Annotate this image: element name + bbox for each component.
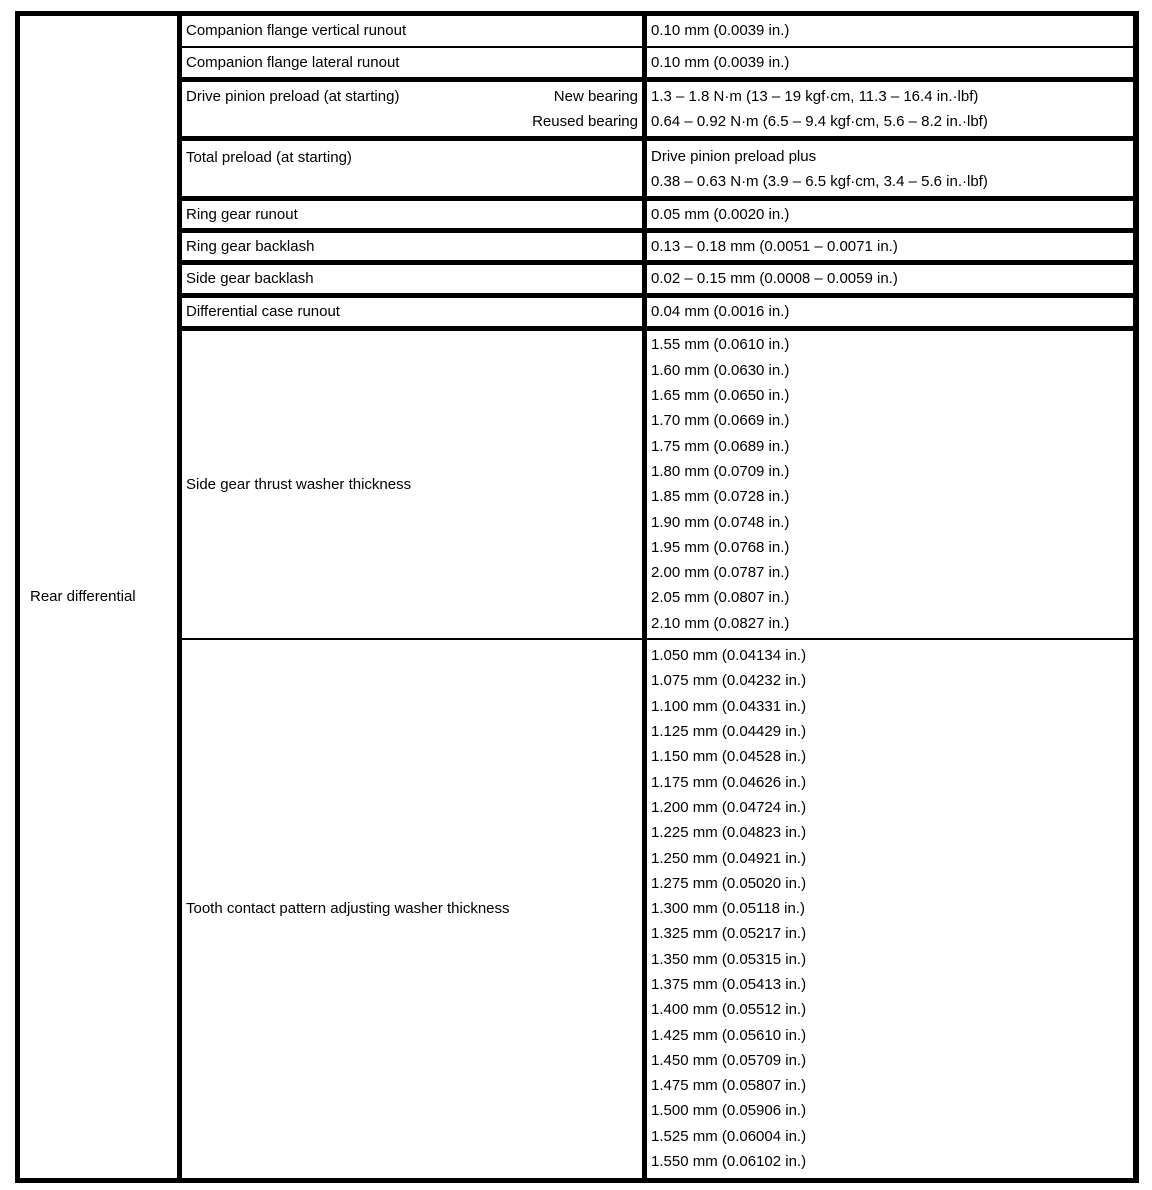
value-cell	[645, 47, 1136, 80]
item-label: Differential case runout	[186, 303, 340, 321]
value-label: 0.10 mm (0.0039 in.)	[651, 22, 790, 40]
thickness-value: 1.80 mm (0.0709 in.)	[651, 462, 790, 480]
thickness-value: 1.125 mm (0.04429 in.)	[651, 723, 807, 741]
item-cell	[180, 14, 645, 47]
thickness-value: 1.60 mm (0.0630 in.)	[651, 361, 790, 379]
value-cell	[645, 199, 1136, 231]
item-cell	[180, 263, 645, 296]
value-new-bearing: 1.3 – 1.8 N·m (13 – 19 kgf·cm, 11.3 – 16.4 in.·lbf)	[651, 88, 979, 105]
item-cell	[180, 80, 645, 139]
item-label: Ring gear backlash	[186, 237, 315, 255]
item-cell	[180, 639, 645, 1181]
value-label: 0.13 – 0.18 mm (0.0051 – 0.0071 in.)	[651, 237, 898, 255]
thickness-value: 1.225 mm (0.04823 in.)	[651, 824, 807, 842]
item-cell	[180, 139, 645, 199]
value-cell	[645, 263, 1136, 296]
thickness-value: 1.85 mm (0.0728 in.)	[651, 488, 790, 506]
value-cell	[645, 231, 1136, 263]
item-label: Side gear thrust washer thickness	[186, 475, 412, 493]
value-line: Drive pinion preload plus	[651, 147, 817, 165]
value-cell	[645, 80, 1136, 139]
thickness-value: 1.425 mm (0.05610 in.)	[651, 1026, 807, 1044]
category-cell	[18, 14, 180, 1181]
thickness-value: 1.375 mm (0.05413 in.)	[651, 975, 807, 993]
item-label: Companion flange lateral runout	[186, 53, 400, 71]
item-cell	[180, 329, 645, 639]
value-line: 0.38 – 0.63 N·m (3.9 – 6.5 kgf·cm, 3.4 – 5.6 in.·lbf)	[651, 172, 988, 190]
value-cell	[645, 639, 1136, 1181]
item-cell	[180, 231, 645, 263]
value-reused-bearing: 0.64 – 0.92 N·m (6.5 – 9.4 kgf·cm, 5.6 – 8.2 in.·lbf)	[651, 113, 988, 130]
thickness-value: 1.400 mm (0.05512 in.)	[651, 1001, 807, 1019]
thickness-value: 1.150 mm (0.04528 in.)	[651, 748, 807, 766]
sub-label-new-bearing: New bearing	[553, 88, 638, 105]
thickness-value: 1.050 mm (0.04134 in.)	[651, 647, 807, 665]
thickness-value: 1.450 mm (0.05709 in.)	[651, 1051, 807, 1069]
thickness-value: 1.175 mm (0.04626 in.)	[651, 773, 807, 791]
item-cell	[180, 47, 645, 80]
value-label: 0.10 mm (0.0039 in.)	[651, 53, 790, 71]
thickness-value: 1.525 mm (0.06004 in.)	[651, 1127, 807, 1145]
item-label: Ring gear runout	[186, 205, 298, 223]
thickness-value: 1.500 mm (0.05906 in.)	[651, 1102, 807, 1120]
thickness-value: 1.70 mm (0.0669 in.)	[651, 412, 790, 430]
thickness-value: 1.100 mm (0.04331 in.)	[651, 697, 807, 715]
item-label: Side gear backlash	[186, 270, 314, 288]
value-label: 0.04 mm (0.0016 in.)	[651, 303, 790, 321]
thickness-value: 1.350 mm (0.05315 in.)	[651, 950, 807, 968]
thickness-value: 2.10 mm (0.0827 in.)	[651, 614, 790, 632]
category-label: Rear differential	[30, 588, 136, 606]
item-label: Drive pinion preload (at starting)	[186, 88, 400, 105]
thickness-value: 1.325 mm (0.05217 in.)	[651, 925, 807, 943]
thickness-value: 1.55 mm (0.0610 in.)	[651, 336, 790, 354]
item-label: Total preload (at starting)	[186, 149, 352, 166]
thickness-value: 1.95 mm (0.0768 in.)	[651, 538, 790, 556]
item-label: Companion flange vertical runout	[186, 22, 407, 40]
side-gear-washer-values	[651, 332, 1129, 636]
value-cell	[645, 139, 1136, 199]
thickness-value: 1.300 mm (0.05118 in.)	[651, 900, 805, 918]
value-label: 0.05 mm (0.0020 in.)	[651, 205, 790, 223]
value-cell	[645, 329, 1136, 639]
value-cell	[645, 296, 1136, 329]
thickness-value: 1.475 mm (0.05807 in.)	[651, 1077, 807, 1095]
value-label: 0.02 – 0.15 mm (0.0008 – 0.0059 in.)	[651, 270, 898, 288]
item-cell	[180, 199, 645, 231]
thickness-value: 1.90 mm (0.0748 in.)	[651, 513, 790, 531]
item-label: Tooth contact pattern adjusting washer thickness	[186, 900, 510, 918]
thickness-value: 1.275 mm (0.05020 in.)	[651, 874, 807, 892]
thickness-value: 1.550 mm (0.06102 in.)	[651, 1153, 807, 1171]
sub-label-reused-bearing: Reused bearing	[532, 113, 638, 130]
value-cell	[645, 14, 1136, 47]
thickness-value: 2.05 mm (0.0807 in.)	[651, 589, 790, 607]
thickness-value: 1.65 mm (0.0650 in.)	[651, 387, 790, 405]
thickness-value: 1.75 mm (0.0689 in.)	[651, 437, 790, 455]
tooth-contact-washer-values	[651, 643, 1129, 1174]
thickness-value: 1.075 mm (0.04232 in.)	[651, 672, 807, 690]
thickness-value: 2.00 mm (0.0787 in.)	[651, 564, 790, 582]
spec-table	[15, 11, 1139, 1183]
item-cell	[180, 296, 645, 329]
thickness-value: 1.200 mm (0.04724 in.)	[651, 798, 807, 816]
thickness-value: 1.250 mm (0.04921 in.)	[651, 849, 807, 867]
